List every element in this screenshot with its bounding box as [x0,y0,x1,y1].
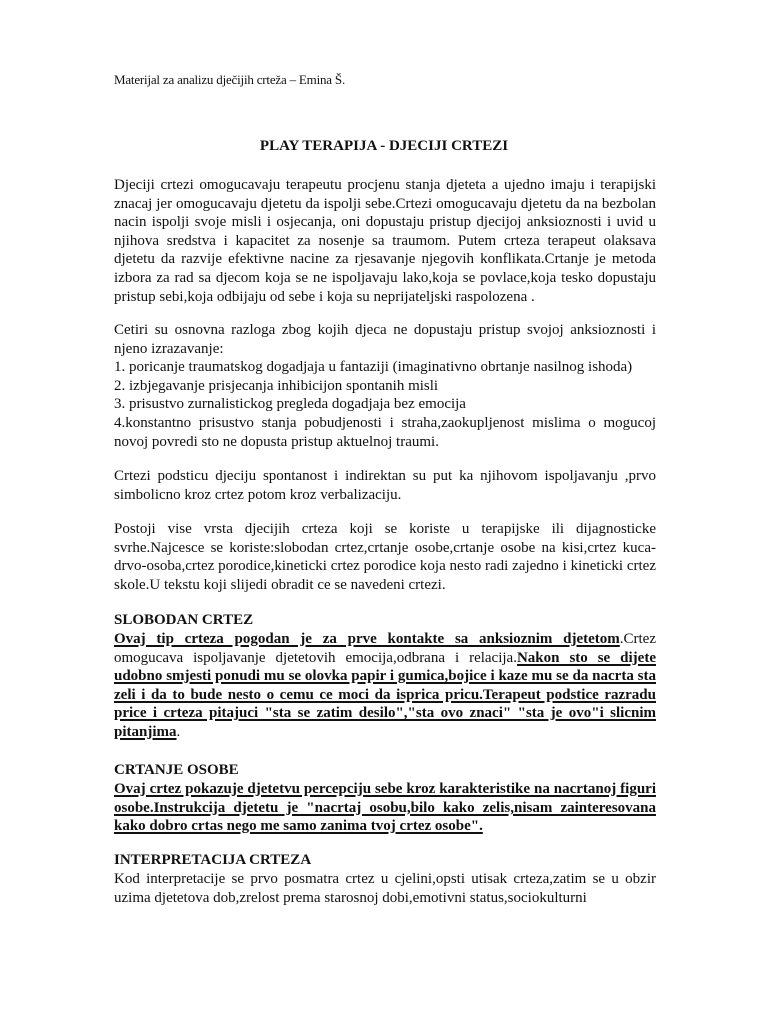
spontaneity-paragraph [114,467,656,504]
reason-item-2: 2. izbjegavanje prisjecanja inhibicijon spontanih misli [114,377,439,394]
interpretacija-paragraph [114,870,656,907]
slobodan-text-2: . [176,723,181,740]
interpretacija-text: Kod interpretacije se prvo posmatra crtez u cjelini,opsti utisak crteza,zatim se u obzir uzima djetetova dob,zrelost prema starosnoj dobi,emotivni status,sociokulturni [114,871,656,906]
reason-item-4: 4.konstantno prisustvo stanja pobudjenosti i straha,zaokupljenost mislima o mogucoj novoj povredi sto ne dopusta pristup aktuelnoj traumi. [114,414,656,450]
drawing-types-paragraph-text: Postoji vise vrsta djecijih crteza koji se koriste u terapijske ili dijagnosticke svrhe.Najcesce se koriste:slobodan crtez,crtanje osobe,crtanje osobe na kisi,crtez kuca-drvo-osoba,crtez porodice,kineticki crtez porodice koja nesto radi zajedno i kineticki crtez skole.U tekstu koji slijedi obradit ce se navedeni crtezi. [114,521,656,593]
reason-item-1: 1. poricanje traumatskog dogadjaja u fantaziji (imaginativno obrtanje nasilnog ishoda) [114,359,633,376]
reasons-block [114,321,656,451]
slobodan-crtez-text [114,630,656,742]
spontaneity-paragraph-text: Crtezi podsticu djeciju spontanost i indirektan su put ka njihovom ispoljavanju ,prvo simbolicno kroz crtez potom kroz verbalizaciju. [114,468,656,503]
reasons-intro: Cetiri su osnovna razloga zbog kojih djeca ne dopustaju pristup svojoj anksioznosti i njeno izrazavanje: [114,322,656,357]
document-title: PLAY TERAPIJA - DJECIJI CRTEZI [259,138,509,154]
crtanje-osobe-text [114,780,656,836]
slobodan-underlined-1: Ovaj tip crteza pogodan je za prve kontakte sa anksioznim djetetom [114,631,620,647]
reason-item-3: 3. prisustvo zurnalistickog pregleda dogadjaja bez emocija [114,396,466,413]
slobodan-text-1: .Crtez omogucava ispoljavanje djetetovih emocija,odbrana i relacija. [114,631,656,666]
section-heading-interpretacija: INTERPRETACIJA CRTEZA [114,852,312,868]
intro-paragraph-text: Djeciji crtezi omogucavaju terapeutu procjenu stanja djeteta a ujedno imaju i terapijski znacaj jer omogucavaju djetetu da ispolji sebe.Crtezi omogucavaju djetetu da na bezbolan nacin ispolji svoje misli i osjecanja, oni dopustaju pristup djecijoj anksioznosti i uvid u njihova sredstva i kapacitet za nosenje sa traumom. Putem crteza terapeut olaksava djetetu da razvije efektivne nacine za rjesavanje njegovih konflikata.Crtanje je metoda izbora za rad sa djecom koja se ne ispoljavaju lako,koja se povlace,koja tesko dopustaju pristup sebi,koja odbijaju od sebe i koja su neprijateljski raspolozena . [114,177,656,305]
slobodan-crtez-paragraph [114,630,656,742]
crtanje-osobe-paragraph [114,780,656,836]
slobodan-underlined-2: Nakon sto se dijete udobno smjesti ponudi mu se olovka papir i gumica,bojice i kaze mu se da nacrta sta zeli i da to bude nesto o cemu ce moci da isprica pricu.Terapeut podstice razradu price i crteza pitajuci "sta se zatim desilo","sta ovo znaci" "sta je ovo"i slicnim pitanjima [114,649,656,740]
section-heading-slobodan-crtez: SLOBODAN CRTEZ [114,612,254,628]
drawing-types-paragraph [114,520,656,594]
document-source-line: Materijal za analizu dječijih crteža – Emina Š. [114,72,345,87]
section-heading-crtanje-osobe: CRTANJE OSOBE [114,762,239,778]
crtanje-osobe-underlined: Ovaj crtez pokazuje djetetvu percepciju sebe kroz karakteristike na nacrtanoj figuri osobe.Instrukcija djetetu je "nacrtaj osobu,bilo kako zelis,nisam zainteresovana kako dobro crtas nego me samo zanima tvoj crtez osobe". [114,781,656,835]
intro-paragraph [114,176,656,306]
